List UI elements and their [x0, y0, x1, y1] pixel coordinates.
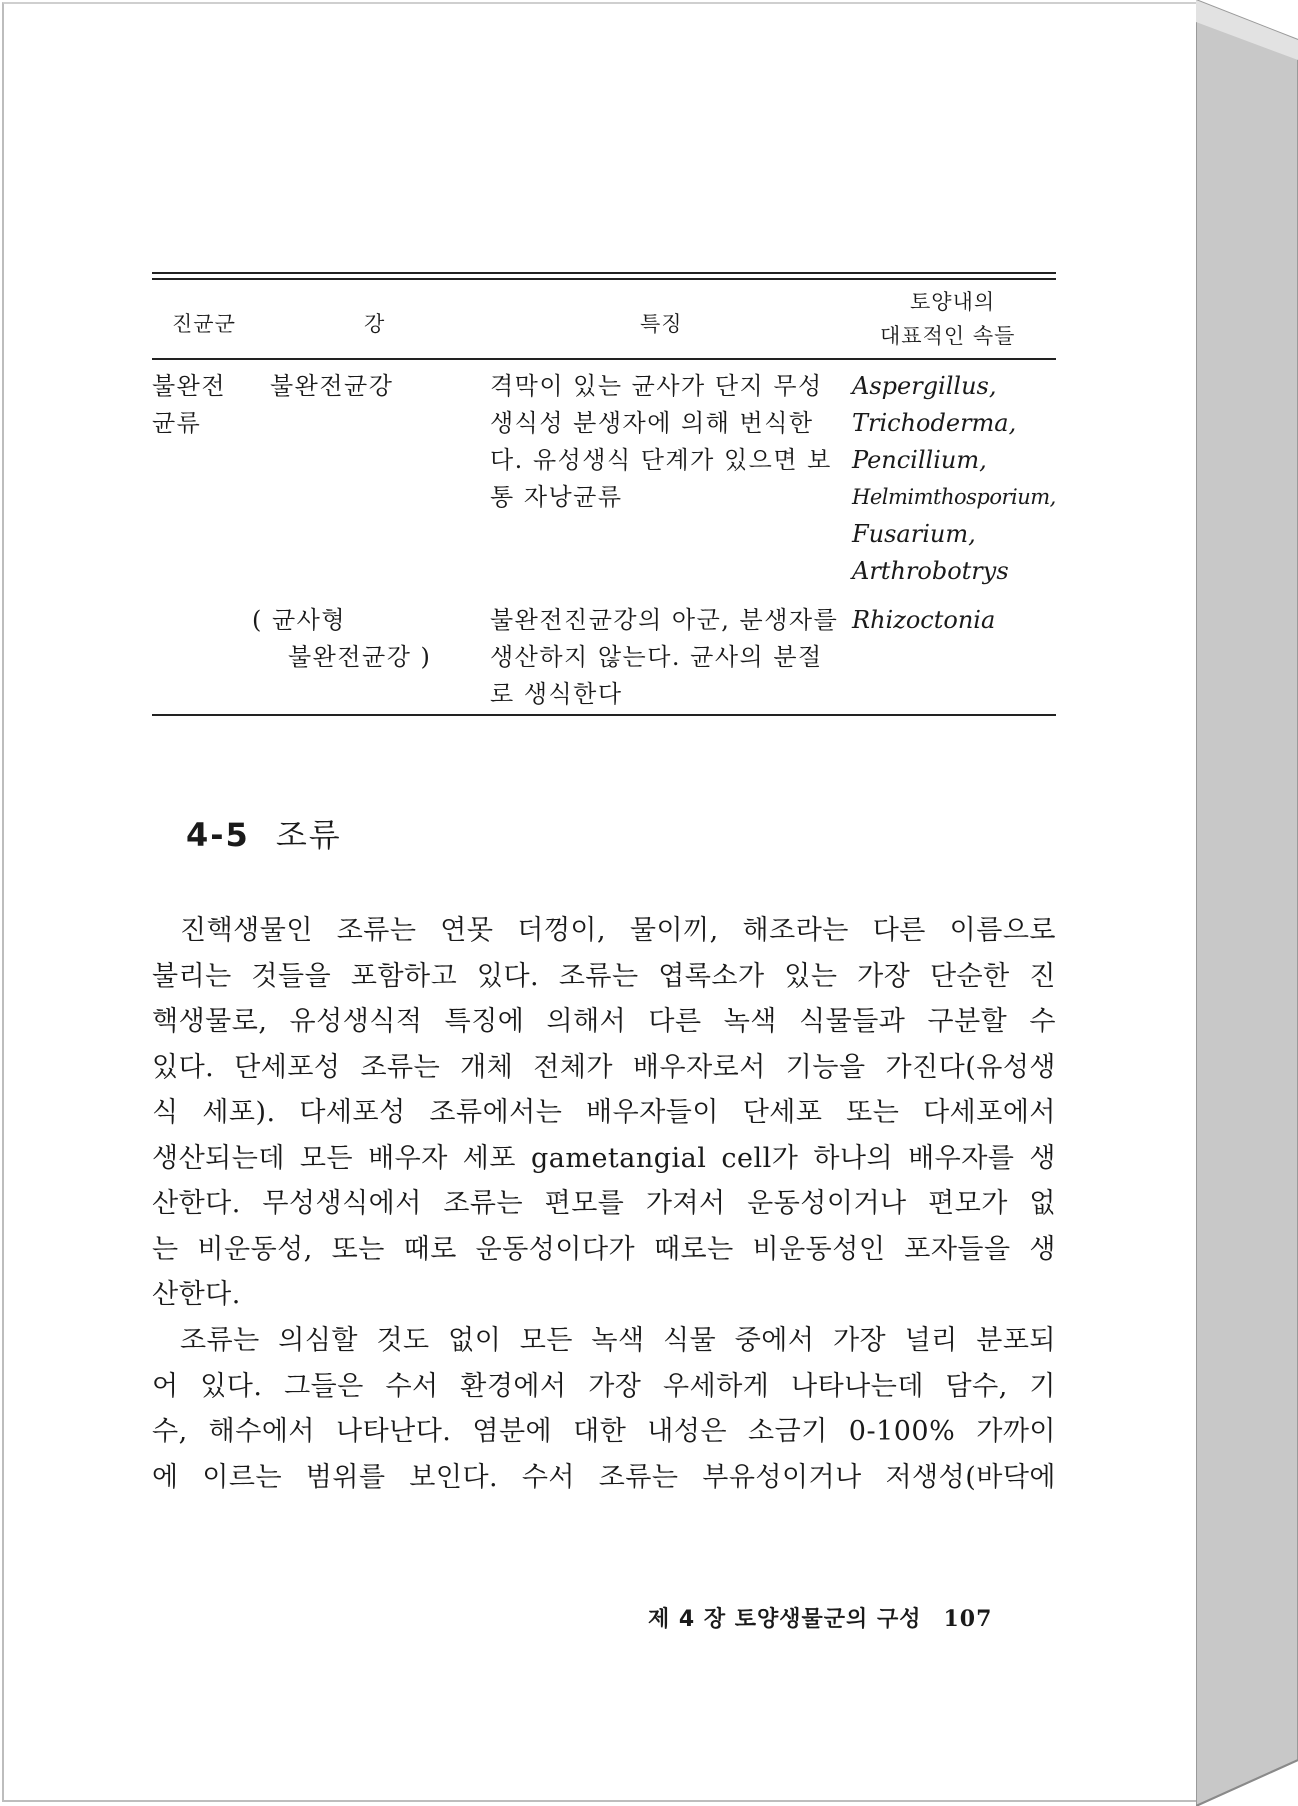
text-line: 는 비운동성, 또는 때로 운동성이다가 때로는 비운동성인 포자들을 생 — [152, 1233, 1056, 1265]
text-line: 식 세포). 다세포성 조류에서는 배우자들이 단세포 또는 다세포에서 — [152, 1097, 1056, 1128]
text-line: 있다. 단세포성 조류는 개체 전체가 배우자로서 기능을 가진다(유성생 — [152, 1051, 1056, 1083]
header-group: 진균군 — [172, 312, 236, 336]
text-line: 핵생물로, 유성생식적 특징에 의해서 다른 녹색 식물들과 구분할 수 — [152, 1006, 1056, 1037]
header-genera-line1: 토양내의 — [910, 290, 996, 314]
text-line: 산한다. — [152, 1279, 241, 1310]
section-title: 조류 — [275, 816, 342, 854]
text-line: 진핵생물인 조류는 연못 더껑이, 물이끼, 해조라는 다른 이름으로 — [180, 915, 1056, 946]
row2-genera: Rhizoctonia — [852, 606, 996, 634]
paragraph-2 — [152, 1318, 1056, 1500]
row2-class: ( 균사형 불완전균강 ) — [252, 606, 432, 671]
book-edge — [1196, 0, 1298, 1806]
text-line: 불리는 것들을 포함하고 있다. 조류는 엽록소가 있는 가장 단순한 진 — [152, 960, 1056, 992]
page-number: 107 — [943, 1606, 993, 1632]
row1-group: 불완전 균류 — [152, 372, 227, 437]
table-rule — [152, 714, 1056, 716]
table-rule — [152, 358, 1056, 360]
row1-class: 불완전균강 — [270, 372, 394, 400]
text-line: 생산되는데 모든 배우자 세포 gametangial cell가 하나의 배우자를 생 — [152, 1142, 1056, 1174]
header-class: 강 — [364, 312, 386, 336]
section-heading — [186, 810, 342, 856]
row2-feature: 불완전진균강의 아군, 분생자를 생산하지 않는다. 균사의 분절 로 생식한다 — [490, 606, 839, 708]
text-line: 어 있다. 그들은 수서 환경에서 가장 우세하게 나타나는데 담수, 기 — [152, 1370, 1056, 1402]
row1-genera: Aspergillus, Trichoderma, Pencillium, Helmimthosporium, Fusarium, Arthrobotrys — [852, 372, 1056, 585]
page-footer — [648, 1602, 992, 1633]
table-rule — [152, 272, 1056, 274]
header-genera-line2: 대표적인 속들 — [880, 324, 1016, 348]
text-line: 에 이르는 범위를 보인다. 수서 조류는 부유성이거나 저생성(바닥에 — [152, 1461, 1056, 1493]
header-feature: 특징 — [640, 312, 683, 336]
section-number: 4-5 — [186, 816, 250, 854]
text-line: 조류는 의심할 것도 없이 모든 녹색 식물 중에서 가장 널리 분포되 — [180, 1325, 1056, 1356]
text-line: 산한다. 무성생식에서 조류는 편모를 가져서 운동성이거나 편모가 없 — [152, 1188, 1056, 1219]
paragraph-1 — [152, 908, 1056, 1318]
text-line: 수, 해수에서 나타난다. 염분에 대한 내성은 소금기 0-100% 가까이 — [152, 1416, 1056, 1447]
chapter-title: 제 4 장 토양생물군의 구성 — [648, 1607, 922, 1632]
row1-feature: 격막이 있는 균사가 단지 무성 생식성 분생자에 의해 번식한 다. 유성생식 단계가 있으면 보 통 자낭균류 — [490, 372, 832, 511]
table-rule — [152, 278, 1056, 280]
